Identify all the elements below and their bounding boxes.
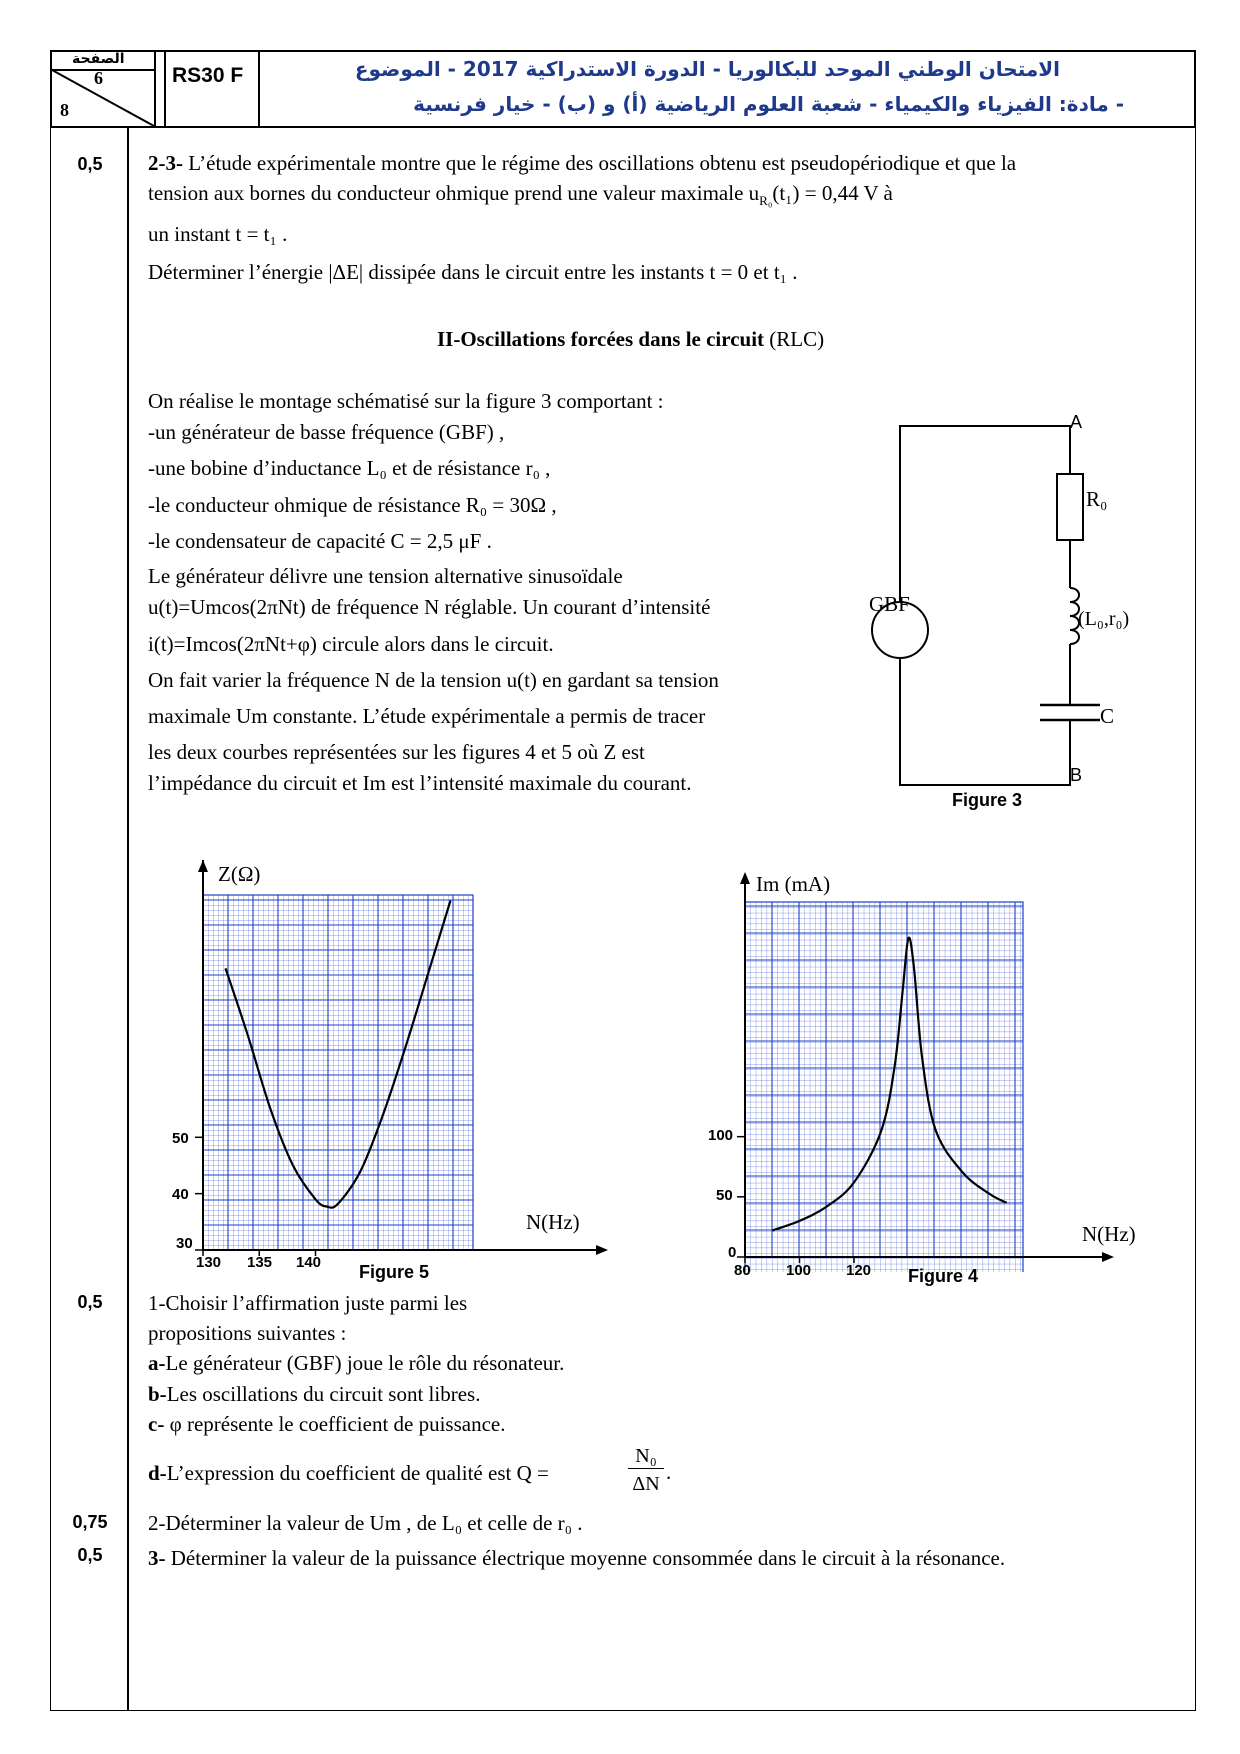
figure-5-xtick-135: 135 bbox=[247, 1254, 273, 1271]
q23-number: 2-3- bbox=[148, 151, 183, 175]
label-A: A bbox=[1070, 412, 1083, 432]
q1-option-d bbox=[148, 1460, 549, 1486]
figure-5-xlabel: N(Hz) bbox=[526, 1210, 580, 1234]
figure-5-xtick-130: 130 bbox=[196, 1254, 222, 1271]
q23-line-2 bbox=[148, 180, 893, 214]
title-line-2: - مادة: الفيزياء والكيمياء - شعبة العلوم الرياضية (أ) و (ب) - خيار فرنسية bbox=[413, 92, 1124, 116]
label-R0: R₀ bbox=[1086, 487, 1108, 511]
figure-4-grid bbox=[745, 902, 1023, 1272]
code-cell bbox=[164, 52, 260, 126]
option-d-label: d- bbox=[148, 1461, 167, 1485]
option-b-text: Les oscillations du circuit sont libres. bbox=[166, 1382, 481, 1406]
figure-5-y-arrow bbox=[198, 860, 208, 872]
q23-line-4: Déterminer l’énergie |ΔE| dissipée dans le circuit entre les instants t = 0 et t₁ . bbox=[148, 260, 798, 284]
figure-4-chart bbox=[700, 872, 1120, 1272]
wire-top bbox=[900, 426, 1070, 602]
figure-4-xlabel: N(Hz) bbox=[1082, 1222, 1136, 1246]
header-box bbox=[50, 50, 1196, 128]
intro-line-6: Le générateur délivre une tension alternative sinusoïdale bbox=[148, 564, 623, 588]
exam-code: RS30 F bbox=[172, 64, 244, 87]
label-C: C bbox=[1100, 704, 1115, 728]
resistor-r0 bbox=[1057, 474, 1083, 540]
fraction-period: . bbox=[666, 1460, 672, 1484]
figure-5-x-arrow bbox=[596, 1245, 608, 1255]
figure-4-ytick-100: 100 bbox=[708, 1127, 734, 1144]
figure-5-ytick-50: 50 bbox=[172, 1130, 189, 1147]
figure-5-ylabel: Z(Ω) bbox=[218, 862, 261, 886]
figure-4-ylabel-text: Im (mA) bbox=[756, 872, 831, 896]
figure-4-caption: Figure 4 bbox=[908, 1266, 979, 1286]
page-number: 6 bbox=[94, 68, 103, 88]
option-a-label: a- bbox=[148, 1351, 166, 1375]
intro-line-3: -une bobine d’inductance L₀ et de résistance r₀ , bbox=[148, 456, 551, 480]
figure-5-grid bbox=[203, 895, 473, 1250]
points-column-divider bbox=[127, 128, 129, 1711]
q1-option-a bbox=[148, 1350, 564, 1376]
figure-4-ytick-0: 0 bbox=[728, 1244, 737, 1261]
q1-option-b bbox=[148, 1381, 480, 1407]
q23-sub: R₀ bbox=[759, 193, 773, 209]
fraction-numerator: N₀ bbox=[628, 1444, 664, 1469]
title-line-1: الامتحان الوطني الموحد للبكالوريا - الدورة الاستدراكية 2017 - الموضوع bbox=[354, 57, 1060, 81]
option-a-text: Le générateur (GBF) joue le rôle du résonateur. bbox=[165, 1351, 565, 1375]
q23-line-1 bbox=[148, 150, 1016, 176]
points-q23: 0,5 bbox=[77, 154, 103, 174]
q3-number: 3- bbox=[148, 1546, 166, 1570]
figure-5-xtick-140: 140 bbox=[296, 1254, 322, 1271]
q23-text-1: L’étude expérimentale montre que le régime des oscillations obtenu est pseudopériodique et que la bbox=[183, 151, 1017, 175]
q23-text-2a: tension aux bornes du conducteur ohmique prend une valeur maximale u bbox=[148, 181, 760, 205]
section-title-bold: II-Oscillations forcées dans le circuit bbox=[437, 327, 765, 351]
q1-option-c bbox=[148, 1411, 506, 1437]
q23-line-3: un instant t = t₁ . bbox=[148, 222, 288, 246]
page-total: 8 bbox=[60, 100, 69, 120]
intro-line-8: i(t)=Imcos(2πNt+φ) circule alors dans le circuit. bbox=[148, 632, 554, 656]
intro-line-1: On réalise le montage schématisé sur la figure 3 comportant : bbox=[148, 389, 664, 413]
option-d-text: L’expression du coefficient de qualité est Q = bbox=[166, 1461, 549, 1485]
figure-5-caption: Figure 5 bbox=[359, 1262, 430, 1282]
option-c-text: φ représente le coefficient de puissance. bbox=[164, 1412, 506, 1436]
q3-line bbox=[148, 1545, 1005, 1571]
points-q1: 0,5 bbox=[77, 1292, 103, 1312]
figure-5-ytick-40: 40 bbox=[172, 1186, 189, 1203]
intro-line-9: On fait varier la fréquence N de la tension u(t) en gardant sa tension bbox=[148, 668, 719, 692]
figure-4-y-arrow bbox=[740, 872, 750, 884]
label-L0-r0: (L₀,r₀) bbox=[1078, 608, 1130, 630]
figure-5-chart bbox=[150, 860, 610, 1260]
figure-5-ytick-30: 30 bbox=[176, 1235, 193, 1252]
figure-4-xtick-100: 100 bbox=[786, 1262, 812, 1279]
figure-4-ytick-50: 50 bbox=[716, 1187, 733, 1204]
q2-line: 2-Déterminer la valeur de Um , de L₀ et celle de r₀ . bbox=[148, 1511, 583, 1535]
option-c-label: c- bbox=[148, 1412, 165, 1436]
q3-text: Déterminer la valeur de la puissance électrique moyenne consommée dans le circuit à la résonance. bbox=[165, 1546, 1006, 1570]
points-q3: 0,5 bbox=[77, 1545, 103, 1565]
figure-4-xtick-80: 80 bbox=[734, 1262, 751, 1279]
fraction-denominator: ΔN bbox=[632, 1473, 660, 1495]
label-GBF: GBF bbox=[869, 592, 910, 616]
intro-line-11: les deux courbes représentées sur les figures 4 et 5 où Z est bbox=[148, 740, 645, 764]
intro-line-12: l’impédance du circuit et Im est l’intensité maximale du courant. bbox=[148, 771, 692, 795]
label-B: B bbox=[1070, 765, 1083, 785]
intro-line-4: -le conducteur ohmique de résistance R₀ = 30Ω , bbox=[148, 493, 557, 517]
q23-text-2b: (t₁) = 0,44 V à bbox=[772, 181, 893, 205]
intro-line-5: -le condensateur de capacité C = 2,5 μF . bbox=[148, 529, 492, 553]
figure-4-x-arrow bbox=[1102, 1252, 1114, 1262]
page-label: الصفحة bbox=[72, 51, 125, 67]
figure-3-caption: Figure 3 bbox=[952, 790, 1023, 810]
section-title bbox=[437, 326, 824, 352]
points-q2: 0,75 bbox=[72, 1512, 108, 1532]
figure-4-ylabel bbox=[756, 872, 830, 897]
option-b-label: b- bbox=[148, 1382, 167, 1406]
q1-line-2: propositions suivantes : bbox=[148, 1321, 347, 1345]
intro-line-10: maximale Um constante. L’étude expérimentale a permis de tracer bbox=[148, 704, 706, 728]
figure-4-xtick-120: 120 bbox=[846, 1262, 872, 1279]
intro-line-2: -un générateur de basse fréquence (GBF) , bbox=[148, 420, 505, 444]
wire-bottom bbox=[900, 658, 1070, 785]
q1-line-1: 1-Choisir l’affirmation juste parmi les bbox=[148, 1291, 468, 1315]
intro-line-7: u(t)=Umcos(2πNt) de fréquence N réglable. Un courant d’intensité bbox=[148, 595, 711, 619]
page-number-cell bbox=[52, 52, 156, 126]
section-title-rest: (RLC) bbox=[764, 327, 825, 351]
